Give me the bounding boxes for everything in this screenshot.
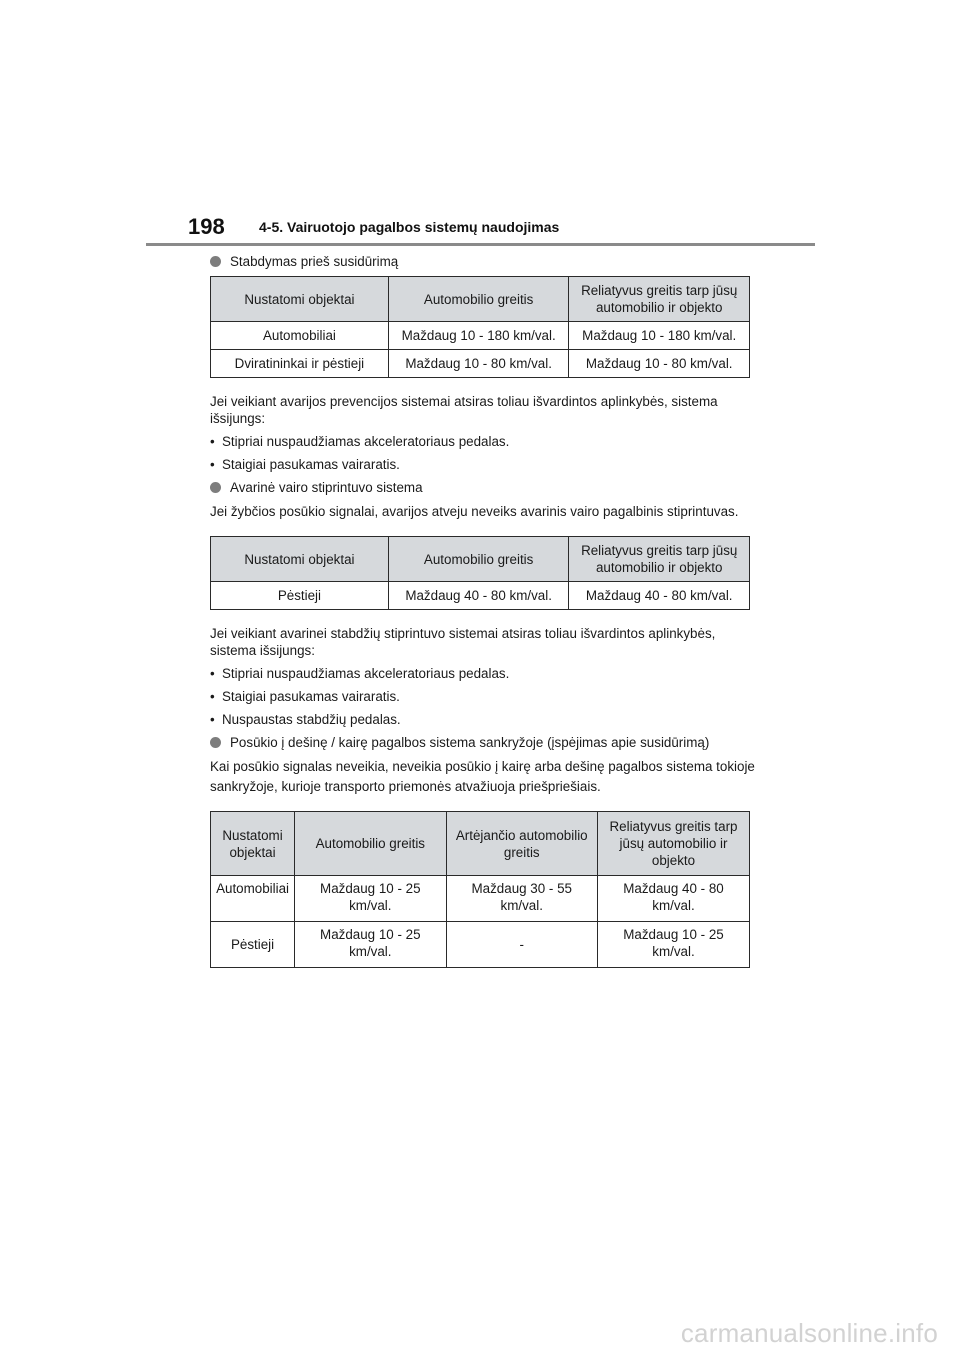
list-item-text: Stipriai nuspaudžiamas akceleratoriaus pedalas. <box>222 434 510 449</box>
table-header-row <box>211 812 750 876</box>
table-row <box>211 350 750 378</box>
table-row <box>211 922 750 968</box>
speed-table-intersection <box>210 811 750 968</box>
table-header-cell: Nustatomi objektai <box>211 812 295 876</box>
bullet-dot-icon <box>210 256 221 267</box>
list-item: • Nuspaustas stabdžių pedalas. <box>210 712 401 727</box>
speed-table-steering <box>210 536 750 610</box>
list-item-text: Stipriai nuspaudžiamas akceleratoriaus pedalas. <box>222 666 510 681</box>
table-cell: Dviratininkai ir pėstieji <box>211 350 389 378</box>
bullet-dot-icon <box>210 482 221 493</box>
table-row <box>211 582 750 610</box>
table-cell: Maždaug 10 - 80 km/val. <box>569 350 750 378</box>
section-heading <box>210 253 755 270</box>
table-cell: Maždaug 10 - 25 km/val. <box>295 922 446 968</box>
table-header-row <box>211 277 750 322</box>
table-cell: Pėstieji <box>211 582 389 610</box>
list-item: • Staigiai pasukamas vairaratis. <box>210 457 400 472</box>
table-header-cell: Reliatyvus greitis tarp jūsų automobilio ir objekto <box>597 812 749 876</box>
section-heading <box>210 479 755 496</box>
heading-text: Stabdymas prieš susidūrimą <box>230 254 399 269</box>
list-item: • Staigiai pasukamas vairaratis. <box>210 689 400 704</box>
table-cell: Maždaug 10 - 80 km/val. <box>388 350 569 378</box>
table-cell: Maždaug 10 - 25 km/val. <box>597 922 749 968</box>
list-item-text: Staigiai pasukamas vairaratis. <box>222 457 400 472</box>
speed-table-braking <box>210 276 750 378</box>
table-header-cell: Artėjančio automobilio greitis <box>446 812 597 876</box>
table-row <box>211 876 750 922</box>
section-title: 4-5. Vairuotojo pagalbos sistemų naudojimas <box>259 219 560 235</box>
table-header-cell: Automobilio greitis <box>388 277 569 322</box>
table-cell: Maždaug 40 - 80 km/val. <box>597 876 749 922</box>
section-heading <box>210 734 755 751</box>
table-header-cell: Automobilio greitis <box>295 812 446 876</box>
table-cell: Automobiliai <box>211 322 389 350</box>
table-header-cell: Reliatyvus greitis tarp jūsų automobilio ir objekto <box>569 537 750 582</box>
list-item-text: Staigiai pasukamas vairaratis. <box>222 689 400 704</box>
table-cell: Maždaug 30 - 55 km/val. <box>446 876 597 922</box>
list-item: • Stipriai nuspaudžiamas akceleratoriaus pedalas. <box>210 434 510 449</box>
watermark: carmanualsonline.info <box>680 1318 938 1348</box>
paragraph: Jei veikiant avarijos prevencijos sistemai atsiras toliau išvardintos aplinkybės, sistema išsijungs: <box>210 394 718 426</box>
table-cell: Pėstieji <box>211 922 295 968</box>
table-header-cell: Nustatomi objektai <box>211 277 389 322</box>
paragraph: Jei veikiant avarinei stabdžių stiprintuvo sistemai atsiras toliau išvardintos aplinkybės, sistema išsijungs: <box>210 626 716 658</box>
table-cell: Automobiliai <box>211 876 295 922</box>
table-row <box>211 322 750 350</box>
bullet-dot-icon <box>210 737 221 748</box>
table-header-cell: Reliatyvus greitis tarp jūsų automobilio ir objekto <box>569 277 750 322</box>
list-item-text: Nuspaustas stabdžių pedalas. <box>222 712 401 727</box>
page-content <box>210 253 755 983</box>
page-number: 198 <box>188 214 225 239</box>
table-header-row <box>211 537 750 582</box>
list-item: • Stipriai nuspaudžiamas akceleratoriaus pedalas. <box>210 666 510 681</box>
heading-text: Posūkio į dešinę / kairę pagalbos sistema sankryžoje (įspėjimas apie susidūrimą) <box>230 735 710 750</box>
table-cell: Maždaug 40 - 80 km/val. <box>388 582 569 610</box>
table-cell: Maždaug 40 - 80 km/val. <box>569 582 750 610</box>
table-cell: - <box>446 922 597 968</box>
table-cell: Maždaug 10 - 180 km/val. <box>388 322 569 350</box>
table-header-cell: Automobilio greitis <box>388 537 569 582</box>
paragraph: Kai posūkio signalas neveikia, neveikia posūkio į kairę arba dešinę pagalbos sistema tokioje sankryžoje, kurioje transporto priemonės atvažiuoja priešpriešiais. <box>210 759 755 794</box>
paragraph: Jei žybčios posūkio signalai, avarijos atveju neveiks avarinis vairo pagalbinis stiprintuvas. <box>210 504 739 519</box>
table-cell: Maždaug 10 - 180 km/val. <box>569 322 750 350</box>
table-header-cell: Nustatomi objektai <box>211 537 389 582</box>
header-divider <box>146 243 815 246</box>
table-cell: Maždaug 10 - 25 km/val. <box>295 876 446 922</box>
heading-text: Avarinė vairo stiprintuvo sistema <box>230 480 423 495</box>
